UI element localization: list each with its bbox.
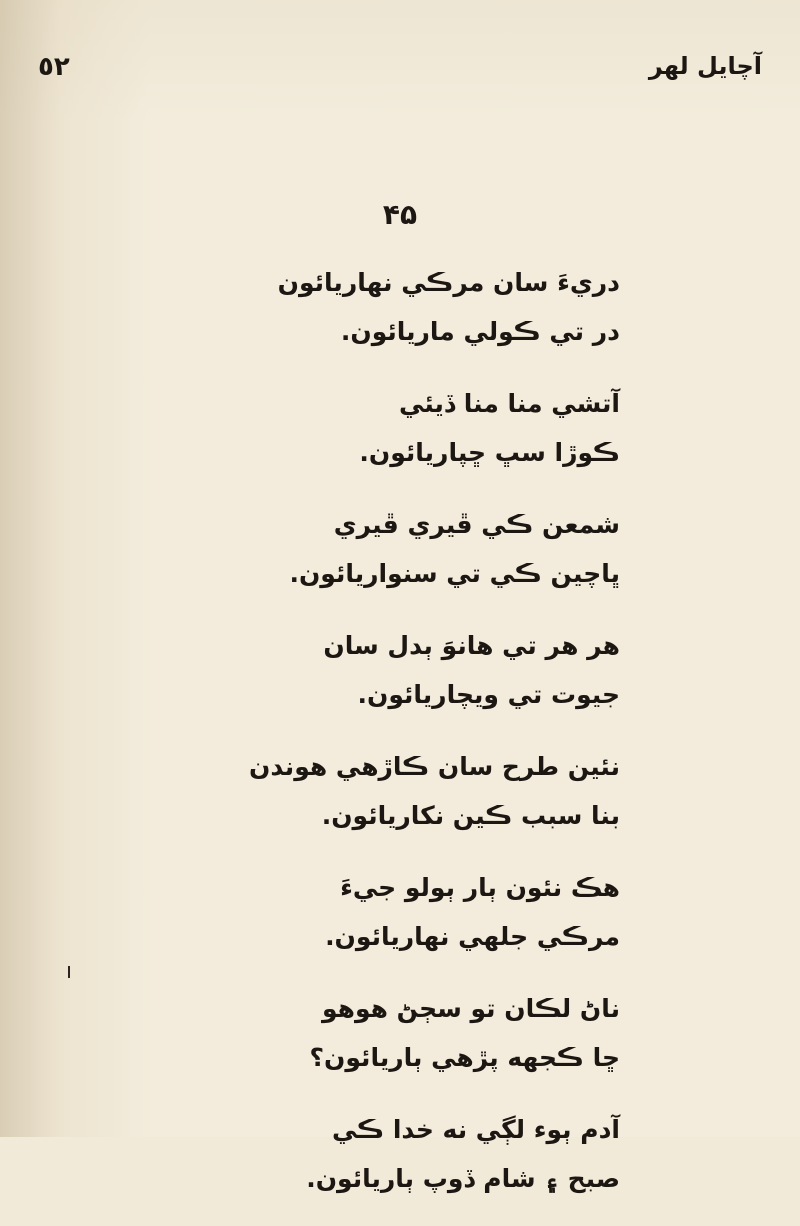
running-header xyxy=(20,52,780,92)
verse-line: در تي ڪولي ماريائون. xyxy=(340,317,620,346)
stanza xyxy=(180,984,620,1082)
verse-line: ڀاچين ڪي تي سنواريائون. xyxy=(289,559,620,588)
verse-line: جيوت تي ويچاريائون. xyxy=(357,680,620,709)
verse-line: ڇا ڪجهه پڙهي ٻاريائون؟ xyxy=(309,1043,620,1072)
verse-line: دريءَ سان مرڪي نهاريائون xyxy=(277,268,620,297)
stanza xyxy=(180,500,620,598)
stanza xyxy=(180,379,620,477)
verse-line: آتشي منا منا ڏيئي xyxy=(399,389,620,418)
verse-line: شمعن ڪي ڦيري ڦيري xyxy=(333,510,620,539)
stanza xyxy=(180,1105,620,1203)
verse-line: آدم ٻوء لڳي نه خدا ڪي xyxy=(331,1115,620,1144)
poem-body xyxy=(180,258,620,1226)
stanza xyxy=(180,863,620,961)
verse-line: صبح ۽ شام ڏوپ ٻاريائون. xyxy=(306,1164,620,1193)
verse-line: هڪ نئون ٻار ٻولو جيءَ xyxy=(340,873,620,902)
stanza xyxy=(180,742,620,840)
stanza xyxy=(180,621,620,719)
verse-line: مرڪي جلهي نهاريائون. xyxy=(325,922,620,951)
verse-line: ناڻ لڪان تو سڄڻ هوهو xyxy=(321,994,620,1023)
poem-number: ۴۵ xyxy=(382,198,418,231)
page-number: ٥٢ xyxy=(38,52,70,82)
margin-pencil-mark xyxy=(68,966,70,978)
book-title: آچايل لهر xyxy=(648,52,762,80)
verse-line: هر هر تي هانوَ ٻدل سان xyxy=(323,631,620,660)
stanza xyxy=(180,258,620,356)
verse-line: ڪوڙا سڀ ڇپاريائون. xyxy=(359,438,620,467)
verse-line: بنا سبب ڪين نكاريائون. xyxy=(321,801,620,830)
verse-line: نئين طرح سان ڪاڙهي هوندن xyxy=(249,752,620,781)
